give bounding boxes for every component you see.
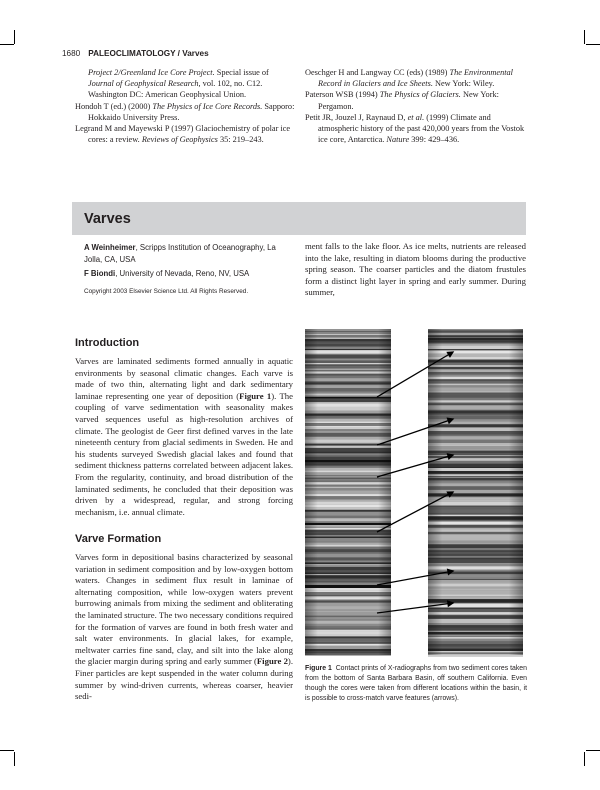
text-run: The Physics of Ice Core Records. [152,101,263,111]
author-name: F Biondi [84,269,116,278]
author-entry [84,242,289,266]
author-block [84,242,289,298]
text-run: Nature [386,135,410,145]
text-run: Sapporo: Hokkaido University Press. [88,101,295,122]
continuation-text: ment falls to the lake floor. As ice melts, nutrients are released into the lake, resulting in diatom blooms during the productive spring season. The coarser particles and the diatom frustules form a distinct light layer in spring and early summer. During summer, [305,241,526,298]
crop-mark [586,750,600,751]
text-run: Project 2/Greenland Ice Core Project. [88,68,215,77]
text-run: (1999) Climate and atmospheric history of the past 420,000 years from the Vostok ice core, Antarctica. [318,112,525,145]
text-run: ). Finer particles are kept suspended in the water column during summer by wind-driven currents, whereas coarser, heavier sedi- [75,656,293,702]
section-heading: Introduction [75,337,140,349]
text-run: 399: 429–436. [409,135,460,145]
reference-entry [305,112,526,146]
text-run: New York: Pergamon. [318,90,499,111]
section-body [75,356,293,518]
author-affiliation: , Scripps Institution of Oceanography, La Jolla, CA, USA [84,243,276,264]
crop-mark [584,30,585,44]
crop-mark [14,30,15,44]
crop-mark [0,750,14,751]
text-run: ). The coupling of varve sedimentation with seasonality makes varved sequences useful as high-resolution archives of climate. The geologist de Geer first defined varves in the late nineteenth century from glacial sediments in Sweden. He and his students surveyed Swedish glacial lakes and found that sediment thickness patterns correlated between adjacent lakes. From the regularity, continuity, and broad distribution of the laminated sediments, he concluded that their deposition was driven by a widespread, regular, and strong forcing mechanism, i.e. annual climate. [75,390,293,517]
text-run: Paterson WSB (1994) [305,90,380,100]
crop-mark [14,752,15,766]
figure-label: Figure 1 [305,665,332,672]
running-header [62,49,209,58]
author-affiliation: , University of Nevada, Reno, NV, USA [115,269,250,278]
crop-mark [0,44,14,45]
text-run: Legrand M and Mayewski P (1997) Glaciochemistry of polar ice cores: a review. [75,124,291,145]
author-entry [84,268,289,280]
text-run: Oeschger H and Langway CC (eds) (1989) [305,68,450,77]
running-title: PALEOCLIMATOLOGY / Varves [88,49,209,58]
text-run: Journal of Geophysical Research, [88,79,201,89]
text-run: Reviews of Geophysics [141,135,218,145]
text-run: The Environmental Record in Glaciers and Ice Sheets. [318,68,513,89]
reference-entry [75,101,296,123]
text-run: Figure 1 [239,390,272,401]
text-run: Petit JR, Jouzel J, Raynaud D, [305,112,408,122]
copyright-notice: Copyright 2003 Elsevier Science Ltd. All Rights Reserved. [84,288,249,295]
page-number: 1680 [62,49,81,58]
reference-entry [75,123,296,145]
text-run: vol. 102, no. C12. Washington DC: American Geophysical Union. [88,79,263,100]
figure-1-image [303,327,528,657]
section-introduction [75,337,293,518]
text-run: 35: 219–243. [217,135,264,145]
reference-entry [75,67,296,101]
crop-mark [584,752,585,766]
text-run: New York: Wiley. [432,79,495,89]
figure-1-caption [305,664,527,704]
text-run: et al. [407,112,425,122]
article-title: Varves [84,211,131,227]
author-name: A Weinheimer [84,243,136,252]
article-title-band [72,202,526,235]
section-heading: Varve Formation [75,533,162,545]
section-varve-formation [75,533,293,703]
text-run: Varves form in depositional basins characterized by seasonal variation in sediment composition and by low-oxygen bottom waters. Changes in sediment flux result in laminae of alternating composition, while low-oxygen waters prevent burrowing animals from mixing the sediment and obliterating the laminated structure. The two necessary conditions required for the formation of varves are found in both fresh water and salt water environments. In glacial lakes, for example, meltwater carries fine sand, clay, and silt into the lake along the glacier margin during spring and early summer ( [75,552,293,667]
text-run: Varves are laminated sediments formed annually in aquatic environments by seasonal climatic changes. Each varve is made of two thin, alternating light and dark sedimentary laminae representing one year of deposition ( [75,356,293,401]
text-run: Figure 2 [256,656,288,667]
text-run: Hondoh T (ed.) (2000) [75,101,153,111]
text-run: The Physics of Glaciers. [379,90,461,100]
section-body [75,552,293,703]
references-left-column [75,67,296,145]
figure-caption-text: Contact prints of X-radiographs from two sediment cores taken from the bottom of Santa Barbara Basin, off southern California. Even though the cores were taken from different locations within the basin, it is possible to cross-match varve features (arrows). [305,665,527,702]
reference-entry [305,67,526,89]
text-run: Special issue of [214,68,269,77]
crop-mark [586,44,600,45]
references-right-column [305,67,526,145]
reference-entry [305,89,526,111]
